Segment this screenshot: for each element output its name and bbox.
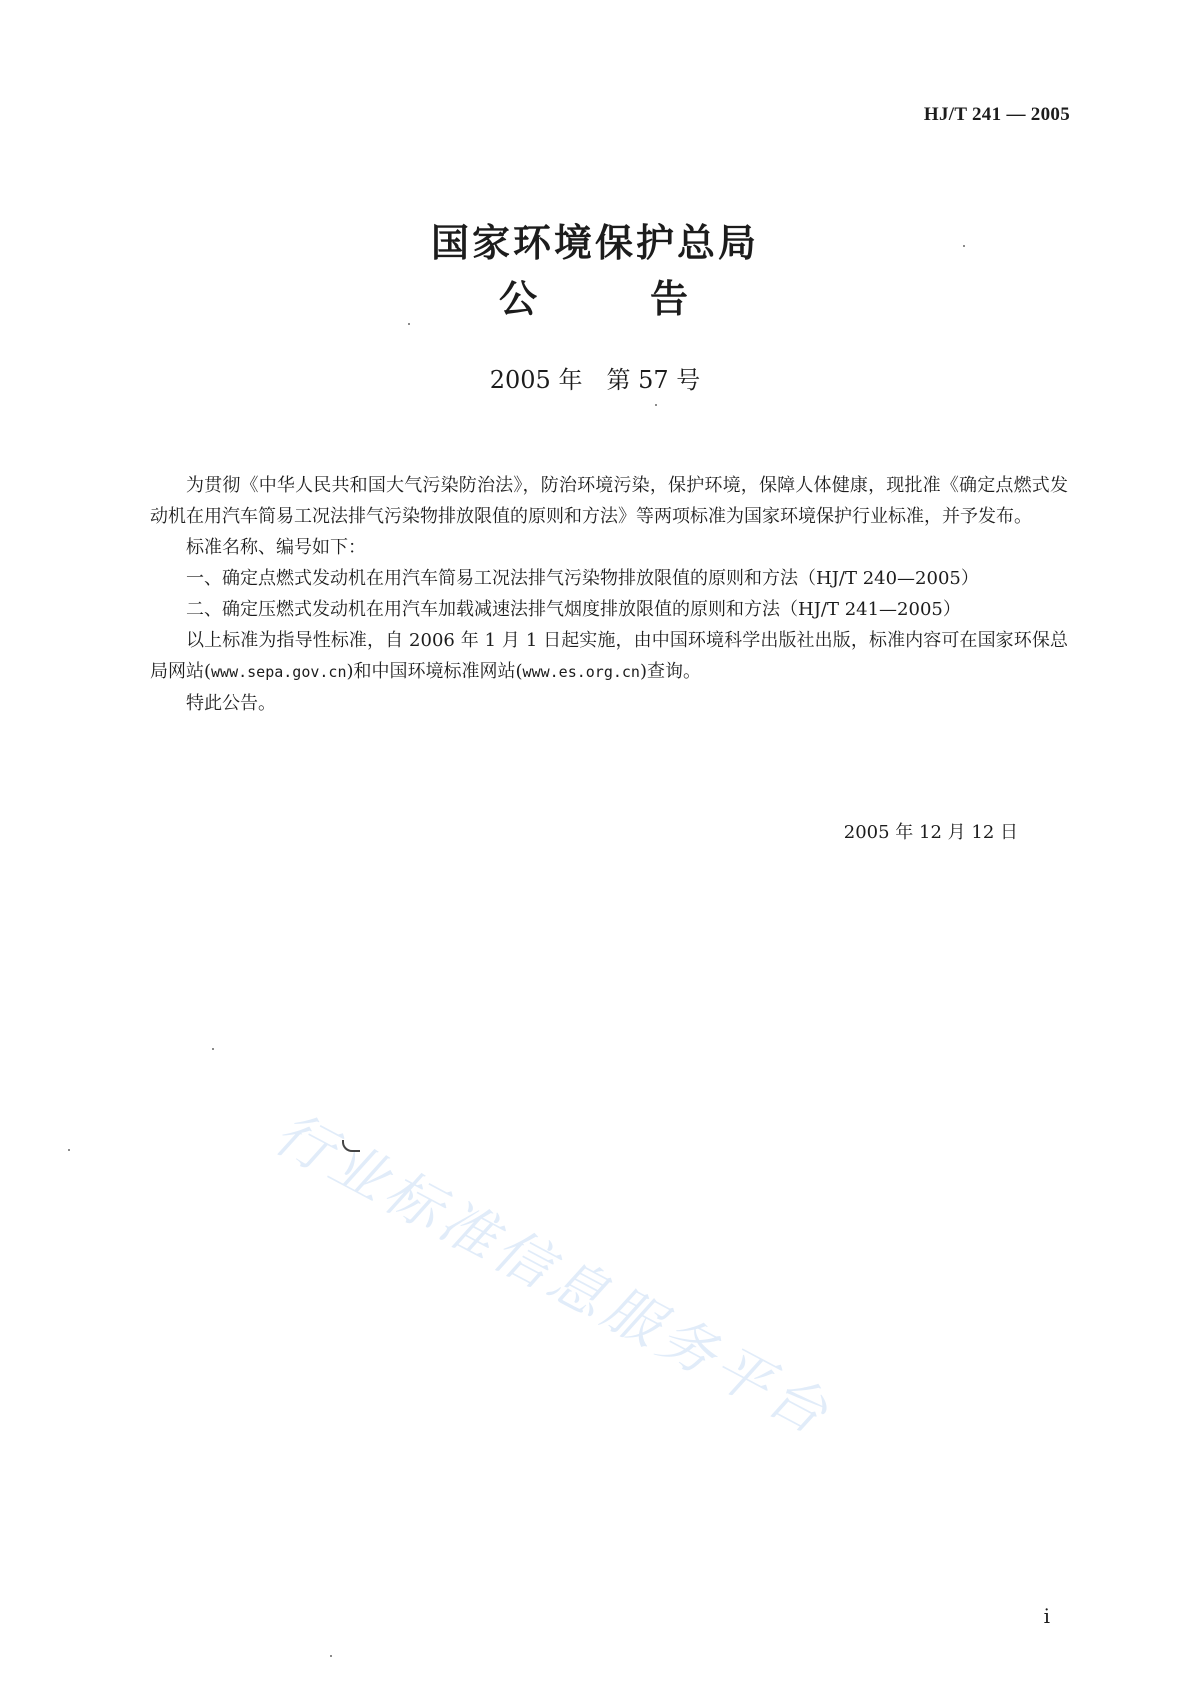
notice-number: 2005 年 第 57 号 [489,366,701,394]
scan-artifact-mark [342,1140,360,1152]
notice-title [0,268,1190,323]
standard-code: HJ/T 241 — 2005 [923,104,1070,125]
es-website-link[interactable]: www.es.org.cn [522,663,640,681]
page-number: i [1043,1604,1050,1628]
scan-speck [408,323,410,325]
notice-title-char-1: 公 [498,277,540,321]
watermark-text: 行业标准信息服务平台 [263,1100,842,1450]
intro-paragraph: 为贯彻《中华人民共和国大气污染防治法》，防治环境污染，保护环境，保障人体健康，现批准《确定点燃式发动机在用汽车简易工况法排气污染物排放限值的原则和方法》等两项标准为国家环境保护行业标准，并予发布。 [150,475,1068,527]
scan-speck [330,1655,332,1657]
scan-speck [68,1149,70,1151]
standard-item-2: 二、确定压燃式发动机在用汽车加载减速法排气烟度排放限值的原则和方法（HJ/T 241—2005） [186,599,961,620]
implementation-paragraph [150,625,1068,688]
implementation-text-a: 以上标准为指导性标准，自 2006 年 1 月 1 日起实施，由中国环境科学出版社出版，标准内容可在国家环保总局网站( [150,630,1068,682]
scan-speck [655,404,657,406]
signature-date: 2005 年 12 月 12 日 [843,822,1018,843]
scan-speck [212,1048,214,1050]
implementation-text-b: )和中国环境标准网站( [346,661,523,682]
standards-list-heading: 标准名称、编号如下： [186,537,366,558]
standard-item-1: 一、确定点燃式发动机在用汽车简易工况法排气污染物排放限值的原则和方法（HJ/T 240—2005） [186,568,979,589]
notice-title-char-2: 告 [650,277,692,321]
sepa-website-link[interactable]: www.sepa.gov.cn [211,663,347,681]
agency-title: 国家环境保护总局 [430,221,759,265]
scan-speck [963,245,965,247]
closing-line: 特此公告。 [186,693,276,714]
notice-body [150,470,1068,719]
implementation-text-c: )查询。 [639,661,701,682]
